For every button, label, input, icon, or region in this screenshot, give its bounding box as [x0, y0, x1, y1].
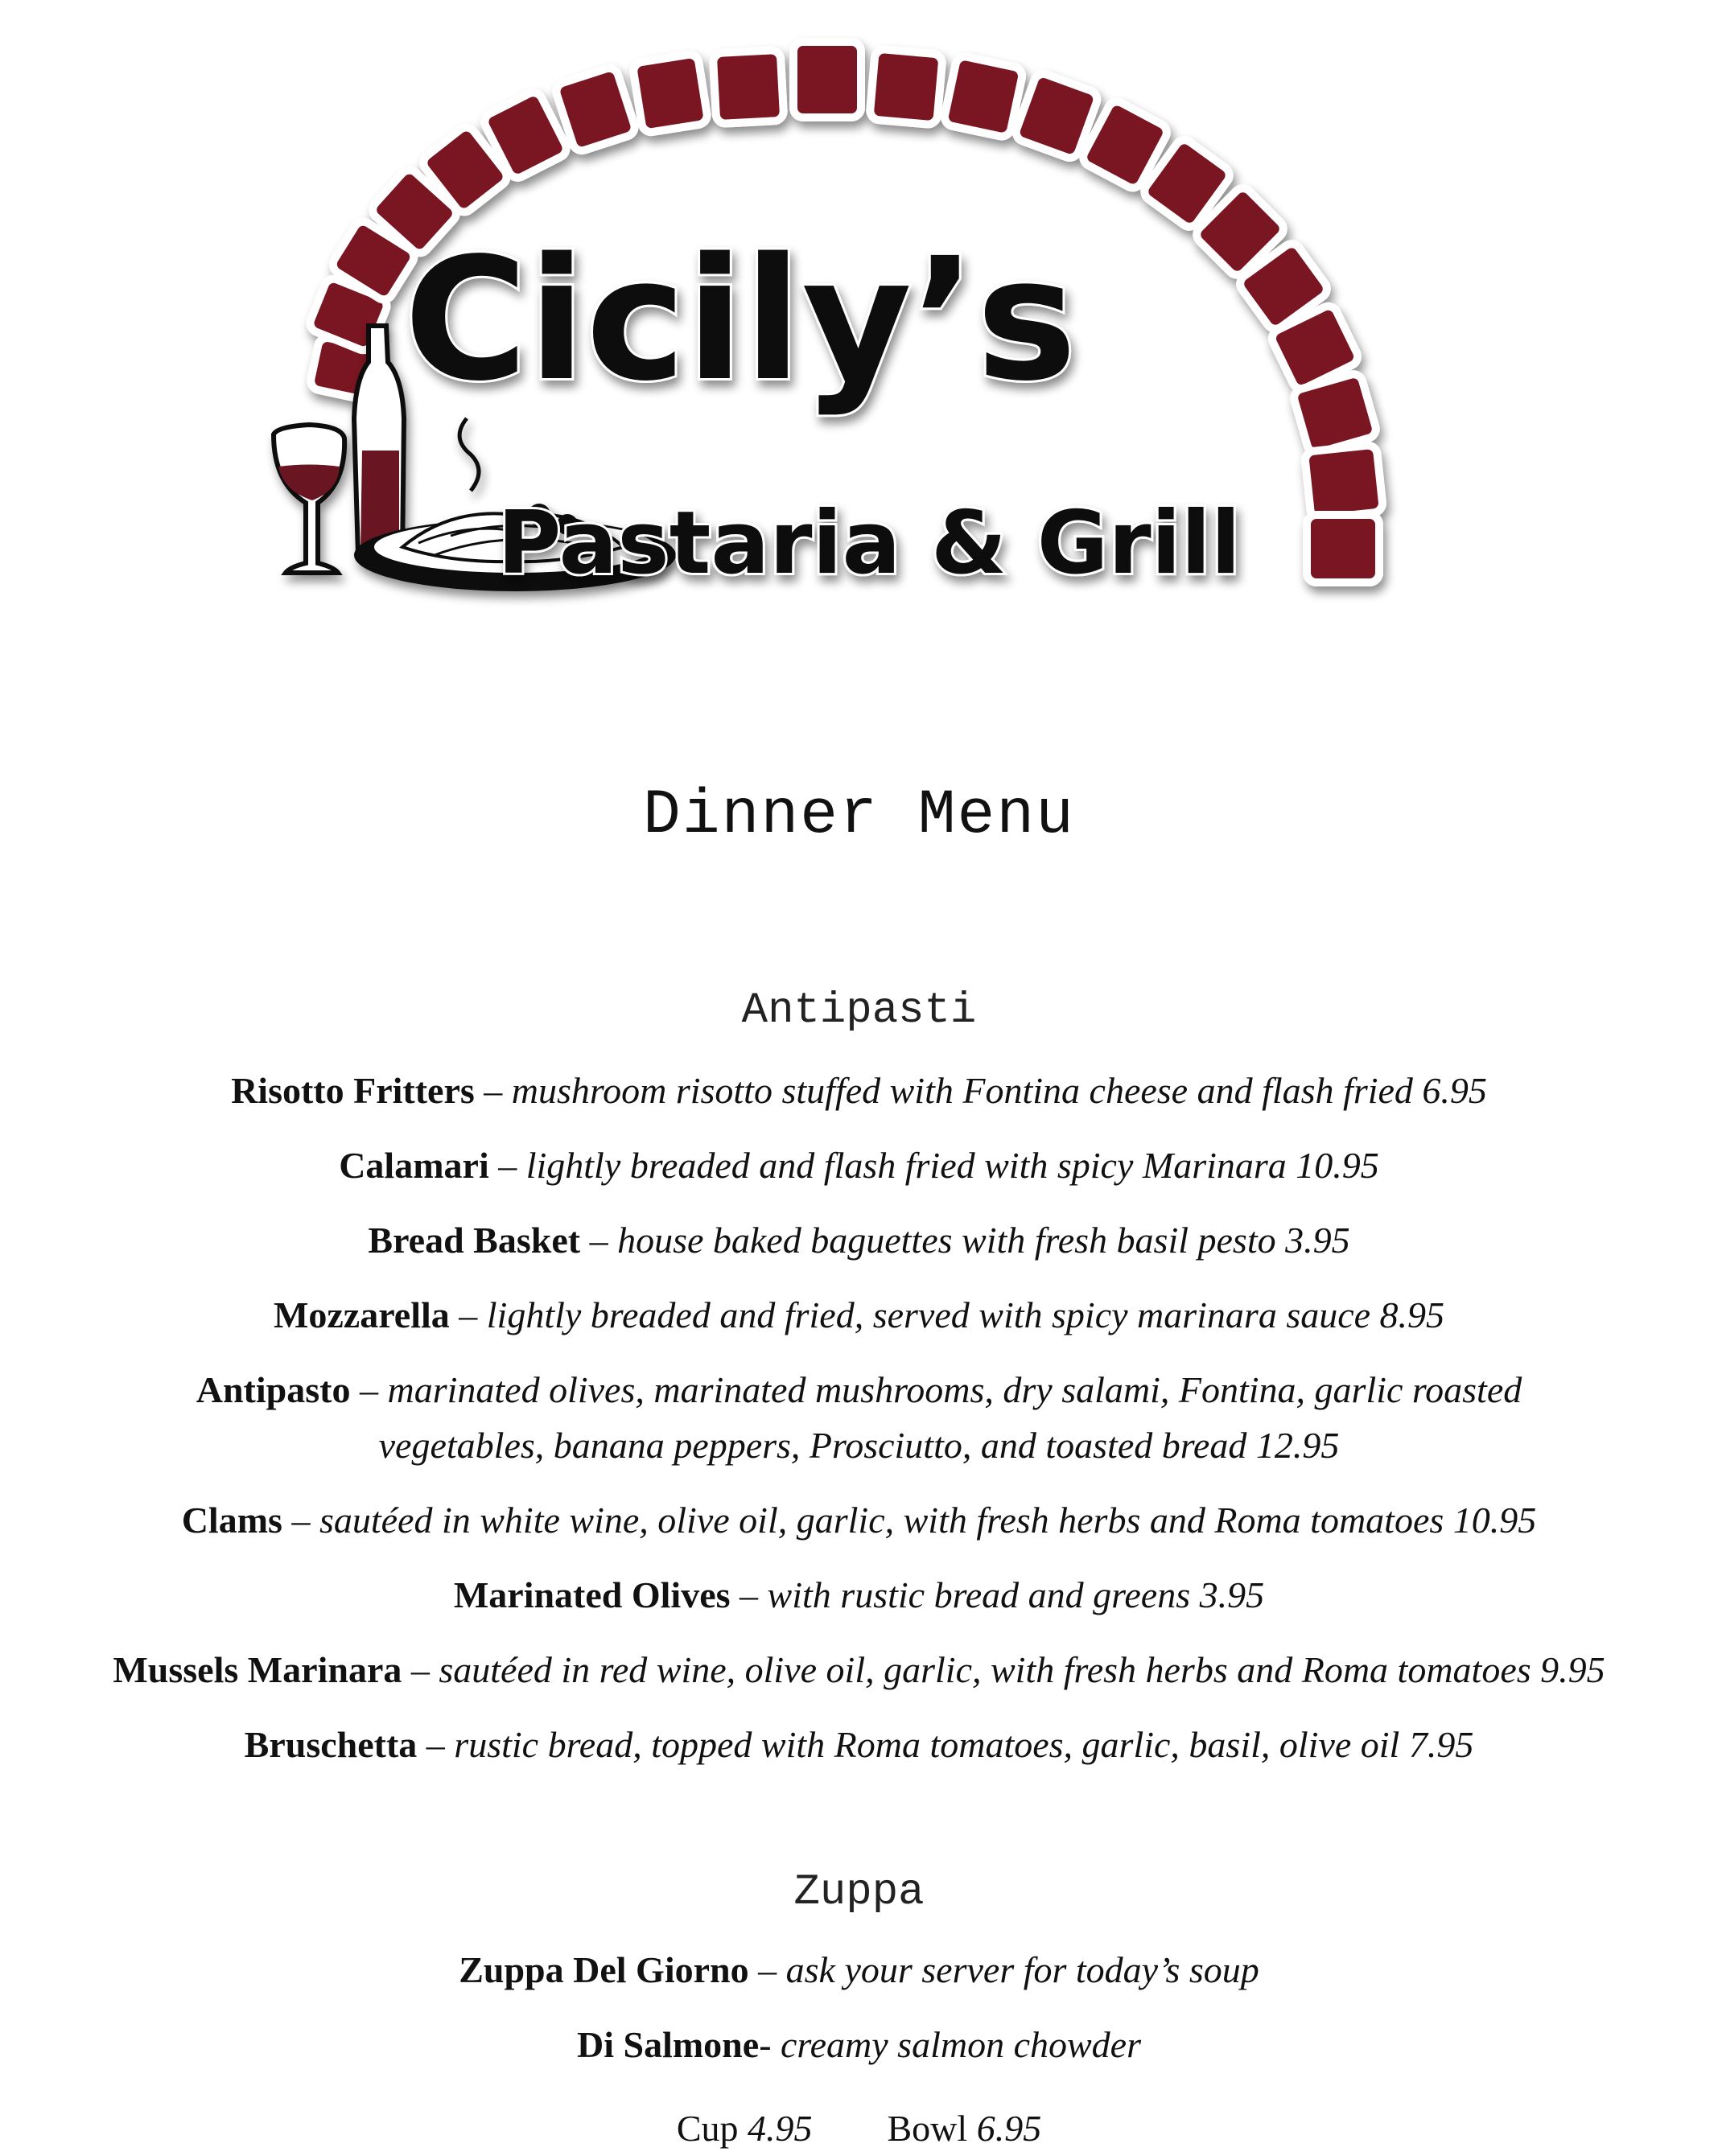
zuppa-list [0, 1942, 1718, 2092]
menu-item [0, 1492, 1718, 1548]
item-separator: – [402, 1649, 439, 1690]
item-separator: – [730, 1574, 768, 1615]
item-name: Antipasto [196, 1369, 351, 1410]
menu-item [0, 1942, 1718, 1998]
item-name: Marinated Olives [453, 1574, 731, 1615]
item-name: Calamari [339, 1145, 489, 1186]
item-description: ask your server for today’s soup [785, 1949, 1259, 1990]
item-name: Di Salmone [577, 2024, 760, 2065]
item-separator: – [350, 1369, 388, 1410]
menu-item [0, 1717, 1718, 1772]
bowl-label: Bowl [887, 2108, 968, 2149]
item-description: lightly breaded and flash fried with spicy Marinara 10.95 [525, 1145, 1379, 1186]
cup-price: 4.95 [748, 2108, 813, 2149]
item-name: Risotto Fritters [231, 1070, 475, 1111]
item-separator: – [474, 1070, 512, 1111]
item-separator: - [759, 2024, 781, 2065]
item-name: Mozzarella [273, 1294, 450, 1335]
item-description: lightly breaded and fried, served with spicy marinara sauce 8.95 [486, 1294, 1445, 1335]
item-name: Mussels Marinara [113, 1649, 402, 1690]
item-description: marinated olives, marinated mushrooms, dry salami, Fontina, garlic roasted vegetables, banana peppers, Prosciutto, and toasted bread 12.95 [378, 1369, 1522, 1466]
menu-item [0, 1212, 1718, 1268]
item-name: Clams [181, 1500, 282, 1541]
menu-title: Dinner Menu [643, 780, 1075, 851]
item-description: house baked baguettes with fresh basil pesto 3.95 [617, 1220, 1350, 1261]
soup-prices [0, 2100, 1718, 2156]
logo-subtitle: Pastaria & Grill [497, 493, 1241, 594]
item-description: creamy salmon chowder [781, 2024, 1141, 2065]
item-name: Bread Basket [368, 1220, 581, 1261]
restaurant-logo [161, 0, 1557, 668]
item-separator: – [488, 1145, 526, 1186]
menu-item [0, 1287, 1718, 1343]
cup-label: Cup [676, 2108, 739, 2149]
item-separator: – [417, 1724, 455, 1765]
item-description: mushroom risotto stuffed with Fontina cheese and flash fried 6.95 [511, 1070, 1487, 1111]
menu-item [0, 1567, 1718, 1623]
menu-item [0, 1138, 1718, 1193]
section-title-antipasti: Antipasti [741, 986, 977, 1035]
item-name: Bruschetta [244, 1724, 418, 1765]
item-separator: – [580, 1220, 618, 1261]
bowl-price: 6.95 [976, 2108, 1042, 2149]
item-name: Zuppa Del Giorno [459, 1949, 749, 1990]
section-title-zuppa: Zuppa [793, 1868, 925, 1917]
item-description: rustic bread, topped with Roma tomatoes, garlic, basil, olive oil 7.95 [454, 1724, 1474, 1765]
item-description: sautéed in red wine, olive oil, garlic, with fresh herbs and Roma tomatoes 9.95 [439, 1649, 1605, 1690]
item-separator: – [282, 1500, 319, 1541]
menu-item [0, 1063, 1718, 1118]
menu-item [0, 1642, 1718, 1697]
item-separator: – [449, 1294, 487, 1335]
logo-name: Cicily’s [403, 221, 1077, 418]
item-separator: – [748, 1949, 786, 1990]
menu-item [151, 1362, 1568, 1473]
antipasti-list [0, 1063, 1718, 1792]
menu-item [0, 2017, 1718, 2072]
item-description: with rustic bread and greens 3.95 [767, 1574, 1265, 1615]
item-description: sautéed in white wine, olive oil, garlic, with fresh herbs and Roma tomatoes 10.95 [319, 1500, 1537, 1541]
